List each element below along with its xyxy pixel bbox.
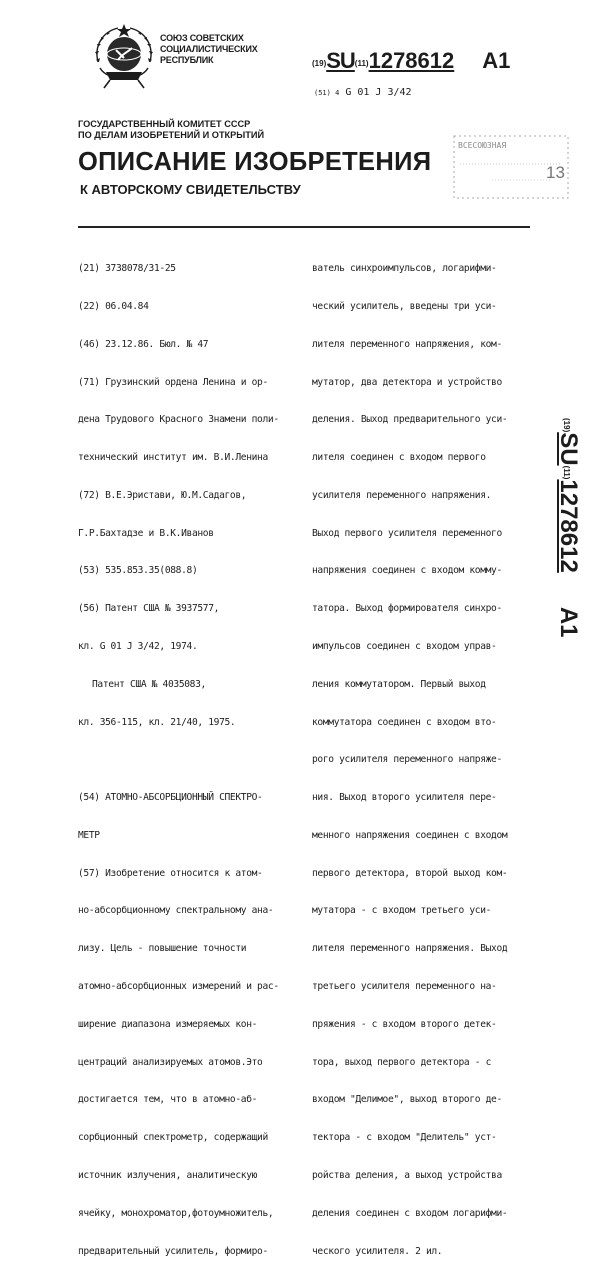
- text-line: усилителя переменного напряжения.: [312, 489, 492, 501]
- text-line: предварительный усилитель, формиро-: [78, 1245, 268, 1257]
- state-name: [160, 33, 258, 66]
- text-line: коммутатора соединен с входом вто-: [312, 716, 497, 728]
- text-line: кл. 356-115, кл. 21/40, 1975.: [78, 716, 236, 728]
- header-divider: [78, 226, 530, 228]
- text-line: ватель синхроимпульсов, логарифми-: [312, 263, 497, 275]
- number-code-label: (11): [354, 59, 369, 68]
- text-line: ческий усилитель, введены три уси-: [312, 300, 497, 312]
- document-subtitle: К АВТОРСКОМУ СВИДЕТЕЛЬСТВУ: [80, 182, 301, 197]
- text-line: (71) Грузинский ордена Ленина и ор-: [78, 376, 268, 388]
- text-line: Выход первого усилителя переменного: [312, 527, 502, 539]
- text-line: [78, 754, 279, 767]
- text-line: (57) Изобретение относится к атом-: [78, 867, 263, 879]
- text-line: входом "Делимое", выход второго де-: [312, 1094, 502, 1106]
- text-line: лителя соединен с входом первого: [312, 452, 486, 464]
- text-line: тора, выход первого детектора - с: [312, 1056, 492, 1068]
- text-line: но-абсорбционному спектральному ана-: [78, 905, 274, 917]
- text-line: ческого усилителя. 2 ил.: [312, 1245, 443, 1257]
- stamp-number: 13: [546, 163, 565, 182]
- text-line: кл. G 01 J 3/42, 1974.: [78, 641, 198, 652]
- document-title: ОПИСАНИЕ ИЗОБРЕТЕНИЯ: [78, 148, 432, 176]
- document-kind: A1: [482, 48, 511, 73]
- publication-number: [312, 48, 510, 74]
- text-line: лителя переменного напряжения, ком-: [312, 338, 502, 350]
- text-line: ния. Выход второго усилителя пере-: [312, 792, 497, 804]
- margin-patent-number: 1278612: [555, 479, 582, 573]
- ipc-class: G 01 J 3/42: [345, 87, 412, 98]
- ussr-emblem-icon: [88, 22, 160, 90]
- text-line: татора. Выход формирователя синхро-: [312, 603, 502, 615]
- text-line: Г.Р.Бахтадзе и В.К.Иванов: [78, 527, 214, 539]
- patent-number: 1278612: [368, 48, 455, 73]
- text-line: третьего усилителя переменного на-: [312, 981, 497, 993]
- text-line: (56) Патент США № 3937577,: [78, 603, 220, 615]
- text-line: МЕТР: [78, 829, 100, 841]
- text-line: (53) 535.853.35(088.8): [78, 565, 198, 577]
- text-line: центраций анализируемых атомов.Это: [78, 1056, 263, 1068]
- text-line: атомно-абсорбционных измерений и рас-: [78, 981, 279, 993]
- country-code: SU: [326, 48, 355, 73]
- text-line: (22) 06.04.84: [78, 300, 149, 312]
- margin-document-kind: A1: [555, 606, 582, 638]
- text-line: достигается тем, что в атомно-аб-: [78, 1094, 258, 1106]
- text-line: (54) АТОМНО-АБСОРБЦИОННЫЙ СПЕКТРО-: [78, 792, 263, 804]
- library-stamp: [452, 134, 570, 200]
- text-line: лителя переменного напряжения. Выход: [312, 943, 508, 955]
- text-line: деления соединен с входом логарифми-: [312, 1207, 508, 1219]
- text-line: (72) В.Е.Эристави, Ю.М.Садагов,: [78, 489, 247, 501]
- state-line: СОЮЗ СОВЕТСКИХ: [160, 33, 244, 43]
- text-line: рого усилителя переменного напряже-: [312, 754, 502, 766]
- committee-line: ПО ДЕЛАМ ИЗОБРЕТЕНИЙ И ОТКРЫТИЙ: [78, 130, 265, 140]
- margin-country-code: SU: [555, 432, 582, 466]
- state-line: РЕСПУБЛИК: [160, 55, 214, 65]
- text-line: дена Трудового Красного Знамени поли-: [78, 414, 279, 426]
- text-line: менного напряжения соединен с входом: [312, 829, 508, 841]
- left-column: [78, 238, 279, 1271]
- text-line: тектора - с входом "Делитель" уст-: [312, 1132, 497, 1144]
- stamp-text: ВСЕСОЮЗНАЯ: [458, 141, 507, 150]
- text-line: первого детектора, второй выход ком-: [312, 867, 508, 879]
- text-line: (46) 23.12.86. Бюл. № 47: [78, 338, 209, 350]
- text-line: источник излучения, аналитическую: [78, 1169, 258, 1181]
- text-line: импульсов соединен с входом управ-: [312, 641, 497, 652]
- committee-line: ГОСУДАРСТВЕННЫЙ КОМИТЕТ СССР: [78, 119, 251, 129]
- text-line: пряжения - с входом второго детек-: [312, 1018, 497, 1030]
- text-line: ления коммутатором. Первый выход: [312, 678, 486, 690]
- margin-number-code-label: (11): [562, 465, 571, 480]
- right-column: [312, 238, 507, 1271]
- text-line: (21) 3738078/31-25: [78, 263, 176, 275]
- ipc-classification: [314, 87, 412, 98]
- margin-country-code-label: (19): [562, 418, 571, 433]
- text-line: напряжения соединен с входом комму-: [312, 565, 502, 577]
- state-line: СОЦИАЛИСТИЧЕСКИХ: [160, 44, 258, 54]
- margin-publication-number: [538, 418, 582, 678]
- text-line: сорбционный спектрометр, содержащий: [78, 1132, 268, 1144]
- text-line: технический институт им. В.И.Ленина: [78, 452, 268, 464]
- text-line: ширение диапазона измеряемых кон-: [78, 1018, 258, 1030]
- country-code-label: (19): [312, 59, 327, 68]
- text-line: деления. Выход предварительного уси-: [312, 414, 508, 426]
- text-line: мутатор, два детектора и устройство: [312, 376, 502, 388]
- text-line: мутатора - с входом третьего уси-: [312, 905, 492, 917]
- text-line: Патент США № 4035083,: [92, 678, 206, 690]
- ipc-code: (51) 4: [314, 89, 340, 97]
- text-line: ячейку, монохроматор,фотоумножитель,: [78, 1207, 274, 1219]
- text-line: ройства деления, а выход устройства: [312, 1169, 502, 1181]
- text-line: лизу. Цель - повышение точности: [78, 943, 247, 955]
- committee-name: [78, 119, 264, 141]
